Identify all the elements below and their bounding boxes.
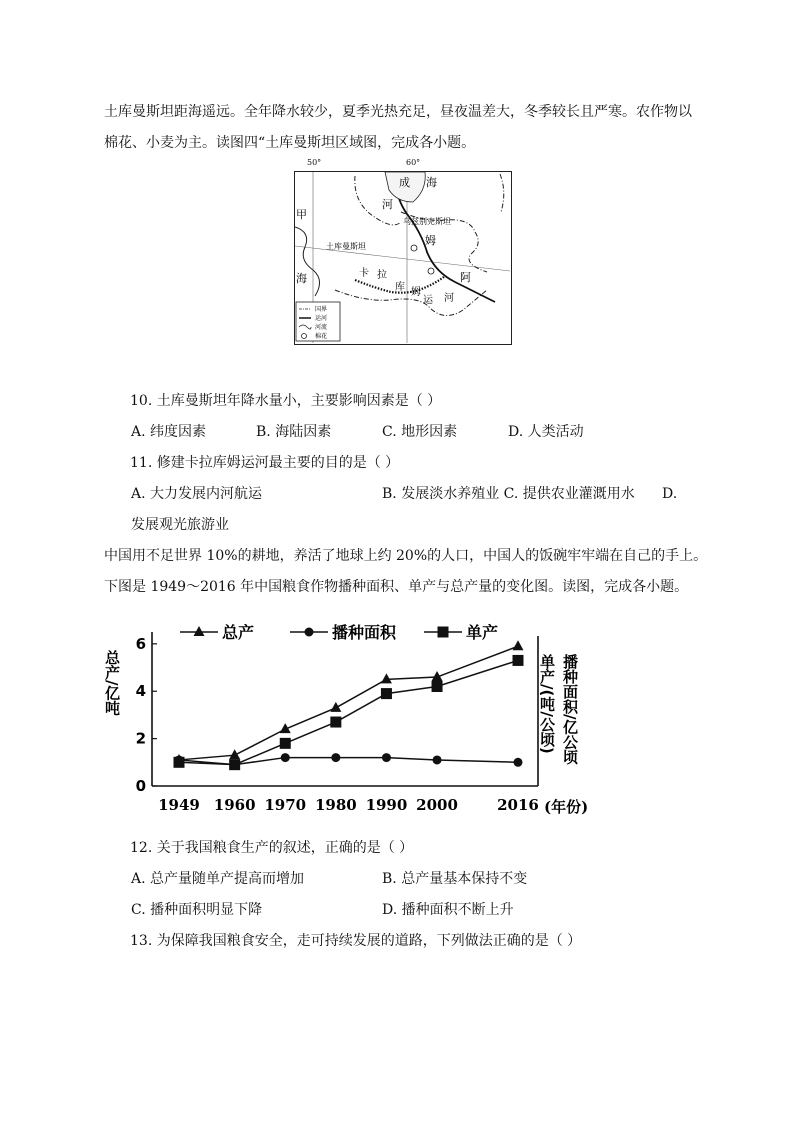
series-0-point-1980 bbox=[330, 702, 341, 712]
map-label-jia: 甲 bbox=[296, 208, 307, 221]
x-tick-label-2000: 2000 bbox=[416, 796, 458, 814]
series-1-point-2000 bbox=[433, 755, 442, 764]
q13-stem: 13. 为保障我国粮食安全，走可持续发展的道路，下列做法正确的是（ ） bbox=[130, 933, 582, 949]
q11-option-d: D. bbox=[662, 486, 678, 502]
y-tick-label-2: 4 bbox=[135, 682, 146, 701]
map-lon-50: 50° bbox=[307, 158, 322, 167]
series-1-point-1980 bbox=[331, 753, 340, 762]
q12-option-b: B. 总产量基本保持不变 bbox=[382, 871, 528, 887]
legend-label-1: 播种面积 bbox=[332, 623, 397, 642]
intro-line-1: 土库曼斯坦距海遥远。全年降水较少，夏季光热充足，昼夜温差大，冬季较长且严寒。农作物以 bbox=[104, 104, 692, 120]
map-label-ka: 卡 bbox=[359, 268, 369, 279]
series-0-point-2016 bbox=[513, 640, 524, 650]
series-2-point-2016 bbox=[513, 655, 523, 665]
legend-label-border: 国界 bbox=[315, 306, 328, 313]
map-label-la: 拉 bbox=[377, 270, 387, 281]
q11-option-bc: B. 发展淡水养殖业 C. 提供农业灌溉用水 bbox=[382, 486, 635, 502]
intro2-line-2: 下图是 1949～2016 年中国粮食作物播种面积、单产与总产量的变化图。读图，完成各小题。 bbox=[104, 579, 689, 595]
map-label-he2: 河 bbox=[444, 293, 454, 304]
caspian-coast bbox=[295, 227, 320, 296]
q10-option-a: A. 纬度因素 bbox=[131, 424, 207, 440]
y-axis-title-right: 单产/(吨/公顷) bbox=[538, 654, 556, 754]
x-axis-unit: (年份) bbox=[544, 798, 589, 816]
legend-label-2: 单产 bbox=[466, 623, 499, 642]
map-label-mu2: 姆 bbox=[411, 287, 421, 298]
q12-option-a: A. 总产量随单产提高而增加 bbox=[131, 871, 305, 887]
map-drawing bbox=[295, 172, 510, 343]
intro2-line-1: 中国用不足世界 10%的耕地，养活了地球上约 20%的人口，中国人的饭碗牢牢端在自己的手上。 bbox=[104, 548, 708, 564]
series-line-0 bbox=[179, 646, 518, 760]
legend-label-canal: 运河 bbox=[315, 315, 328, 322]
series-2-point-1980 bbox=[331, 717, 341, 727]
series-2-point-1960 bbox=[230, 760, 240, 770]
y-axis-title-left: 总产/亿吨 bbox=[104, 650, 121, 716]
series-1-point-1990 bbox=[382, 753, 391, 762]
series-line-2 bbox=[179, 660, 518, 764]
series-1-point-2016 bbox=[514, 758, 523, 767]
legend-label-cotton: 棉花 bbox=[315, 333, 328, 340]
q12-option-c: C. 播种面积明显下降 bbox=[131, 902, 263, 918]
map-label-turkmen: 土库曼斯坦 bbox=[326, 242, 366, 251]
legend-marker-1 bbox=[305, 628, 314, 637]
y-axis-title-right2: 播种面积/亿公顷 bbox=[561, 654, 579, 765]
map-label-mu: 姆 bbox=[425, 234, 436, 247]
east-border bbox=[500, 174, 504, 212]
q10-stem: 10. 土库曼斯坦年降水量小，主要影响因素是（ ） bbox=[130, 393, 442, 409]
x-tick-label-1970: 1970 bbox=[264, 796, 307, 814]
map-label-xian: 成 bbox=[399, 176, 410, 189]
series-0-point-1960 bbox=[229, 749, 240, 759]
x-tick-label-1980: 1980 bbox=[314, 796, 357, 814]
y-tick-label-0: 0 bbox=[135, 777, 146, 795]
map-label-he: 河 bbox=[382, 198, 393, 211]
y-tick-label-1: 2 bbox=[135, 729, 146, 748]
x-tick-label-2016: 2016 bbox=[497, 796, 539, 814]
map-label-yun: 运 bbox=[423, 295, 433, 306]
turkmenistan-map bbox=[294, 171, 512, 345]
q10-option-b: B. 海陆因素 bbox=[256, 424, 332, 440]
q12-stem: 12. 关于我国粮食生产的叙述，正确的是（ ） bbox=[130, 840, 414, 856]
map-label-hai-left: 海 bbox=[296, 272, 307, 285]
series-2-point-1990 bbox=[381, 689, 391, 699]
cotton-symbol-2 bbox=[428, 268, 434, 274]
map-label-a: 阿 bbox=[460, 271, 471, 284]
series-2-point-2000 bbox=[432, 681, 442, 691]
cotton-symbol-1 bbox=[411, 245, 417, 251]
map-label-hai-top: 海 bbox=[426, 176, 437, 189]
legend-marker-2 bbox=[438, 627, 448, 637]
intro-line-2: 棉花、小麦为主。读图四“土库曼斯坦区域图，完成各小题。 bbox=[104, 135, 476, 151]
q12-option-d: D. 播种面积不断上升 bbox=[382, 902, 514, 918]
legend-label-river: 河流 bbox=[315, 324, 328, 331]
map-label-wuzbek: 乌兹别克斯坦 bbox=[403, 217, 451, 226]
series-2-point-1970 bbox=[280, 738, 290, 748]
q11-option-a: A. 大力发展内河航运 bbox=[131, 486, 263, 502]
legend-label-0: 总产 bbox=[222, 623, 255, 642]
grain-chart-svg bbox=[104, 612, 598, 824]
x-tick-label-1949: 1949 bbox=[158, 796, 200, 814]
y-tick-label-3: 6 bbox=[135, 634, 146, 653]
q10-option-c: C. 地形因素 bbox=[382, 424, 458, 440]
map-lon-60: 60° bbox=[406, 158, 421, 167]
map-label-ku: 库 bbox=[395, 282, 405, 293]
series-1-point-1970 bbox=[281, 753, 290, 762]
q11-stem: 11. 修建卡拉库姆运河最主要的目的是（ ） bbox=[130, 455, 400, 471]
series-0-point-1990 bbox=[381, 673, 392, 683]
q10-option-d: D. 人类活动 bbox=[508, 424, 584, 440]
grain-chart bbox=[104, 612, 598, 824]
x-tick-label-1960: 1960 bbox=[213, 796, 256, 814]
x-tick-label-1990: 1990 bbox=[365, 796, 408, 814]
series-2-point-1949 bbox=[174, 757, 184, 767]
q11-option-d-cont: 发展观光旅游业 bbox=[131, 517, 229, 533]
legend-marker-0 bbox=[194, 626, 205, 636]
